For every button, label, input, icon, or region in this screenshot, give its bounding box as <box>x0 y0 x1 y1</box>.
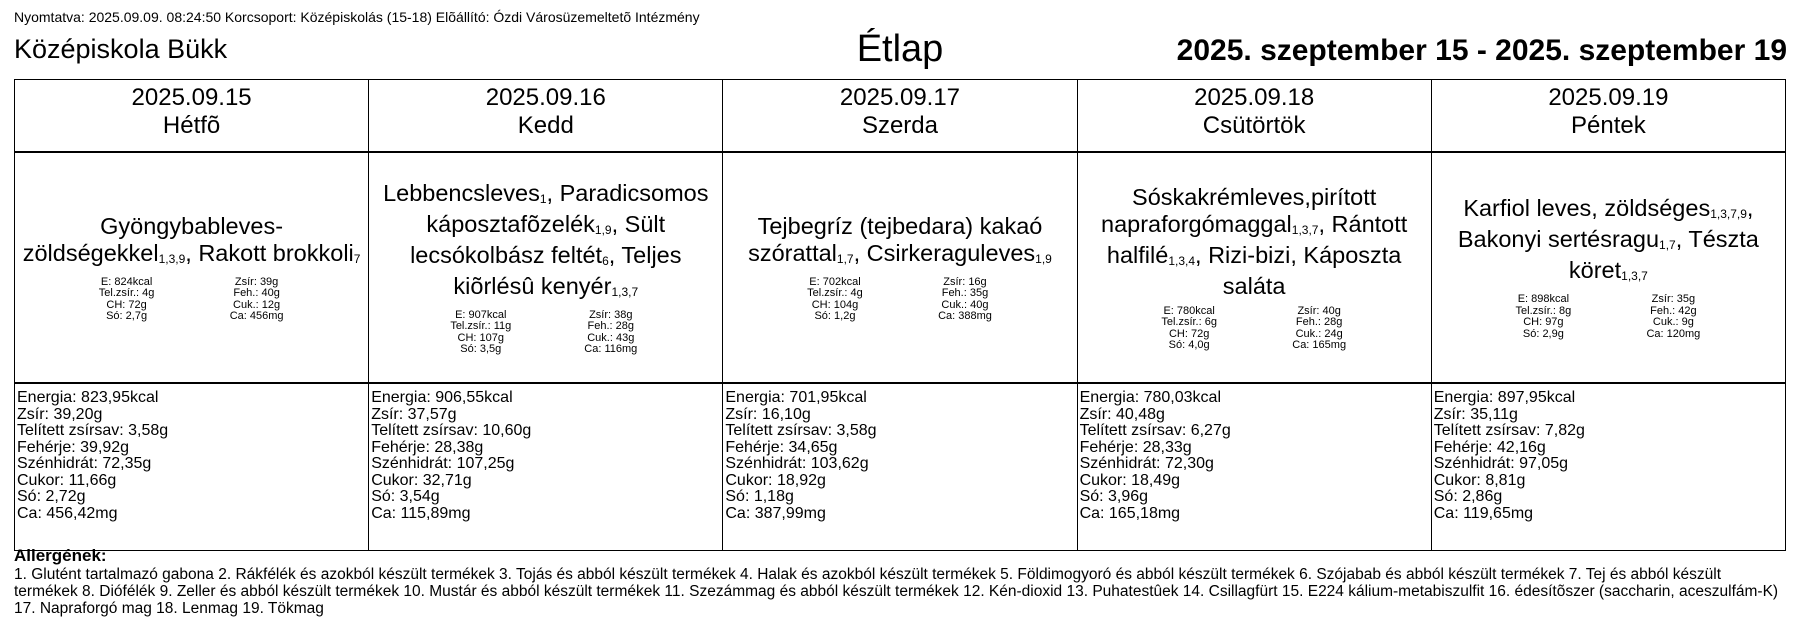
nutrition-so: Só: 2,72g <box>17 488 86 505</box>
nutrition-zsir: Zsír: 37,57g <box>371 405 457 423</box>
nutrition-feherje: Fehérje: 28,38g <box>371 438 484 456</box>
summary-value: Feh.: 35g <box>941 287 989 299</box>
allergen-codes: 1,3,7 <box>611 284 639 299</box>
menu-items <box>1432 195 1785 288</box>
day-header <box>1077 80 1431 153</box>
day-date: 2025.09.15 <box>131 84 252 111</box>
nutrition-telitett: Telített zsírsav: 3,58g <box>17 422 169 439</box>
day-menu <box>723 152 1077 383</box>
summary-value: Zsír: 16g <box>943 275 987 288</box>
day-header <box>1431 80 1785 153</box>
day-nutrition <box>1077 383 1431 551</box>
summary-value: Feh.: 28g <box>587 320 635 332</box>
nutrition-energia: Energia: 906,55kcal <box>371 389 513 406</box>
summary-value: Tel.zsír.: 4g <box>98 287 155 299</box>
day-date: 2025.09.18 <box>1194 84 1315 111</box>
day-header <box>369 80 723 153</box>
nutrition-so: Só: 2,86g <box>1433 488 1503 505</box>
day-name: Kedd <box>517 112 574 139</box>
summary-value: E: 780kcal <box>1163 304 1215 317</box>
allergen-codes: 6 <box>602 253 609 268</box>
summary-value: Só: 3,5g <box>460 343 502 355</box>
nutrition-zsir: Zsír: 16,10g <box>725 405 811 423</box>
page-title: Étlap <box>856 28 944 70</box>
allergen-list: 1. Glutént tartalmazó gabona 2. Rákfélék és azokból készült termékek 3. Tojás és abból készült termékek 4. Halak és azokból készült termékek 5. Földimogyoró és abból készült termékek 6. Szójabab és abból készült termékek 7. Tej és abból készült termékek 8. Diófélék 9. Zeller és abból készült termékek 10. Mustár és abból készült termékek 11. Szezámmag és abból készült termékek 12. Kén-dioxid 13. Puhatestûek 14. Csillagfürt 15. E224 kálium-metabiszulfit 16. édesítõszer (saccharin, aceszulfám-K) 17. Napraforgó mag 18. Lenmag 19. Tökmag <box>14 566 1779 617</box>
nutrition-zsir: Zsír: 39,20g <box>17 405 103 423</box>
nutrition-summary <box>770 277 1030 323</box>
menu-text: Karfiol leves, zöldséges <box>1463 195 1711 221</box>
nutrition-cukor: Cukor: 8,81g <box>1433 471 1526 489</box>
summary-value: CH: 97g <box>1523 316 1564 328</box>
nutrition-energia: Energia: 701,95kcal <box>725 389 867 406</box>
allergen-codes: 1,7 <box>1659 238 1676 252</box>
menu-text: Tejbegríz (tejbedara) kakaó szórattal <box>748 212 1043 266</box>
school-name: Középiskola Bükk <box>14 34 228 64</box>
menu-text: , Tészta köret <box>1568 226 1759 283</box>
day-date: 2025.09.19 <box>1548 84 1669 111</box>
menu-text: Sóskakrémleves,pirított napraforgómaggal <box>1101 183 1377 237</box>
nutrition-feherje: Fehérje: 42,16g <box>1433 438 1546 456</box>
summary-value: E: 702kcal <box>809 275 861 288</box>
nutrition-so: Só: 1,18g <box>725 488 794 505</box>
menu-table <box>14 79 1786 551</box>
nutrition-ca: Ca: 387,99mg <box>725 504 826 522</box>
nutrition-cukor: Cukor: 18,49g <box>1079 471 1181 489</box>
day-name: Hétfõ <box>162 112 221 139</box>
menu-text: , Rakott brokkoli <box>185 239 354 266</box>
allergen-codes: 1 <box>539 191 547 206</box>
day-nutrition <box>369 383 723 551</box>
summary-value: E: 898kcal <box>1517 293 1570 305</box>
summary-value: Cuk.: 43g <box>587 331 635 344</box>
nutrition-summary <box>1124 306 1384 352</box>
summary-value: Só: 1,2g <box>814 310 856 322</box>
nutrition-ca: Ca: 165,18mg <box>1079 504 1181 522</box>
day-header <box>15 80 369 153</box>
allergen-codes: 1,3,4 <box>1168 253 1196 268</box>
menu-text: , Teljes kiõrlésû kenyér <box>453 241 682 299</box>
menu-text: Gyöngybableves-zöldségekkel <box>22 212 284 266</box>
day-date: 2025.09.17 <box>839 84 961 111</box>
nutrition-zsir: Zsír: 35,11g <box>1433 405 1518 423</box>
summary-value: CH: 107g <box>457 331 505 344</box>
nutrition-telitett: Telített zsírsav: 3,58g <box>725 422 877 439</box>
summary-value: Cuk.: 40g <box>941 298 989 311</box>
summary-value: Só: 2,9g <box>1522 327 1564 340</box>
summary-value: Tel.zsír.: 11g <box>450 320 512 332</box>
summary-value: Cuk.: 9g <box>1652 316 1694 328</box>
nutrition-telitett: Telített zsírsav: 7,82g <box>1433 422 1585 439</box>
summary-value: Feh.: 28g <box>1295 316 1343 328</box>
nutrition-energia: Energia: 780,03kcal <box>1079 389 1221 406</box>
summary-value: Feh.: 40g <box>233 287 280 299</box>
nutrition-cukor: Cukor: 18,92g <box>725 471 826 489</box>
menu-text: , Csirkeraguleves <box>853 239 1036 266</box>
nutrition-so: Só: 3,54g <box>371 488 440 505</box>
day-nutrition <box>1431 383 1785 551</box>
nutrition-energia: Energia: 823,95kcal <box>17 389 159 406</box>
nutrition-so: Só: 3,96g <box>1079 488 1149 505</box>
summary-value: E: 907kcal <box>455 308 507 321</box>
day-name: Csütörtök <box>1202 112 1306 139</box>
summary-value: Zsír: 39g <box>234 275 279 288</box>
nutrition-cukor: Cukor: 11,66g <box>17 471 117 489</box>
nutrition-feherje: Fehérje: 34,65g <box>725 438 838 456</box>
summary-value: Ca: 456mg <box>229 310 284 322</box>
day-menu <box>1431 152 1785 383</box>
nutrition-szenhidrat: Szénhidrát: 72,35g <box>17 455 152 472</box>
summary-value: CH: 72g <box>1168 327 1210 340</box>
day-menu <box>369 152 723 383</box>
menu-text: , Rántott halfilé <box>1106 210 1408 268</box>
day-name: Péntek <box>1571 112 1646 139</box>
summary-value: Só: 2,7g <box>106 310 148 322</box>
allergen-codes: 7 <box>353 251 361 266</box>
allergen-codes: 1,9 <box>594 222 612 237</box>
nutrition-szenhidrat: Szénhidrát: 97,05g <box>1433 455 1569 472</box>
summary-value: Zsír: 35g <box>1651 293 1696 305</box>
nutrition-zsir: Zsír: 40,48g <box>1079 405 1165 423</box>
summary-value: Cuk.: 24g <box>1295 327 1343 340</box>
summary-value: Ca: 120mg <box>1646 327 1701 340</box>
menu-items <box>1078 184 1431 300</box>
summary-value: Ca: 116mg <box>584 343 638 355</box>
allergen-heading: Allergének: <box>14 546 107 565</box>
nutrition-cukor: Cukor: 32,71g <box>371 471 472 489</box>
summary-value: E: 824kcal <box>100 275 153 288</box>
nutrition-feherje: Fehérje: 28,33g <box>1079 438 1192 456</box>
summary-value: Só: 4,0g <box>1168 339 1210 351</box>
day-name: Szerda <box>861 112 938 139</box>
nutrition-summary <box>1478 294 1738 340</box>
menu-text: , Rizi-bizi, Káposzta saláta <box>1195 241 1402 299</box>
nutrition-ca: Ca: 119,65mg <box>1433 504 1534 522</box>
summary-value: Tel.zsír.: 4g <box>807 287 863 299</box>
summary-value: Zsír: 40g <box>1297 304 1341 317</box>
summary-value: Ca: 165mg <box>1292 339 1347 351</box>
menu-items <box>369 180 722 304</box>
summary-value: CH: 72g <box>106 298 147 311</box>
allergen-codes: 1,3,7 <box>1621 269 1648 283</box>
nutrition-telitett: Telített zsírsav: 10,60g <box>371 422 532 439</box>
menu-text: , Bakonyi sertésragu <box>1457 195 1754 252</box>
menu-text: Lebbencsleves <box>383 179 540 206</box>
nutrition-szenhidrat: Szénhidrát: 103,62g <box>725 455 869 472</box>
summary-value: Tel.zsír.: 6g <box>1161 316 1217 328</box>
nutrition-energia: Energia: 897,95kcal <box>1433 389 1576 406</box>
summary-value: Cuk.: 12g <box>233 298 281 311</box>
day-date: 2025.09.16 <box>485 84 606 111</box>
nutrition-szenhidrat: Szénhidrát: 72,30g <box>1079 455 1214 472</box>
allergen-codes: 1,3,7,9 <box>1710 207 1747 221</box>
menu-text: , Sült lecsókolbász feltét <box>410 210 666 268</box>
nutrition-szenhidrat: Szénhidrát: 107,25g <box>371 455 515 472</box>
summary-value: Ca: 388mg <box>938 310 992 322</box>
allergen-codes: 1,7 <box>836 251 854 266</box>
nutrition-ca: Ca: 456,42mg <box>17 504 118 522</box>
menu-items <box>15 213 368 271</box>
nutrition-summary <box>62 277 322 323</box>
day-menu <box>1077 152 1431 383</box>
day-menu <box>15 152 369 383</box>
week-range: 2025. szeptember 15 - 2025. szeptember 19 <box>1176 34 1787 67</box>
day-header <box>723 80 1077 153</box>
summary-value: CH: 104g <box>811 298 859 311</box>
nutrition-feherje: Fehérje: 39,92g <box>17 438 130 456</box>
summary-value: Zsír: 38g <box>589 308 633 321</box>
nutrition-telitett: Telített zsírsav: 6,27g <box>1079 422 1231 439</box>
allergen-codes: 1,3,7 <box>1291 222 1319 237</box>
allergen-codes: 1,9 <box>1035 251 1052 266</box>
nutrition-ca: Ca: 115,89mg <box>371 504 471 522</box>
nutrition-summary <box>416 310 676 356</box>
day-nutrition <box>723 383 1077 551</box>
day-nutrition <box>15 383 369 551</box>
menu-items <box>723 213 1076 271</box>
print-info: Nyomtatva: 2025.09.09. 08:24:50 Korcsoport: Középiskolás (15-18) Elõállító: Ózdi Városüzemeltetõ Intézmény <box>14 9 700 25</box>
summary-value: Tel.zsír.: 8g <box>1515 304 1572 317</box>
summary-value: Feh.: 42g <box>1650 304 1697 317</box>
allergen-codes: 1,3,9 <box>158 251 186 266</box>
menu-text: , Paradicsomos káposztafõzelék <box>426 179 709 237</box>
